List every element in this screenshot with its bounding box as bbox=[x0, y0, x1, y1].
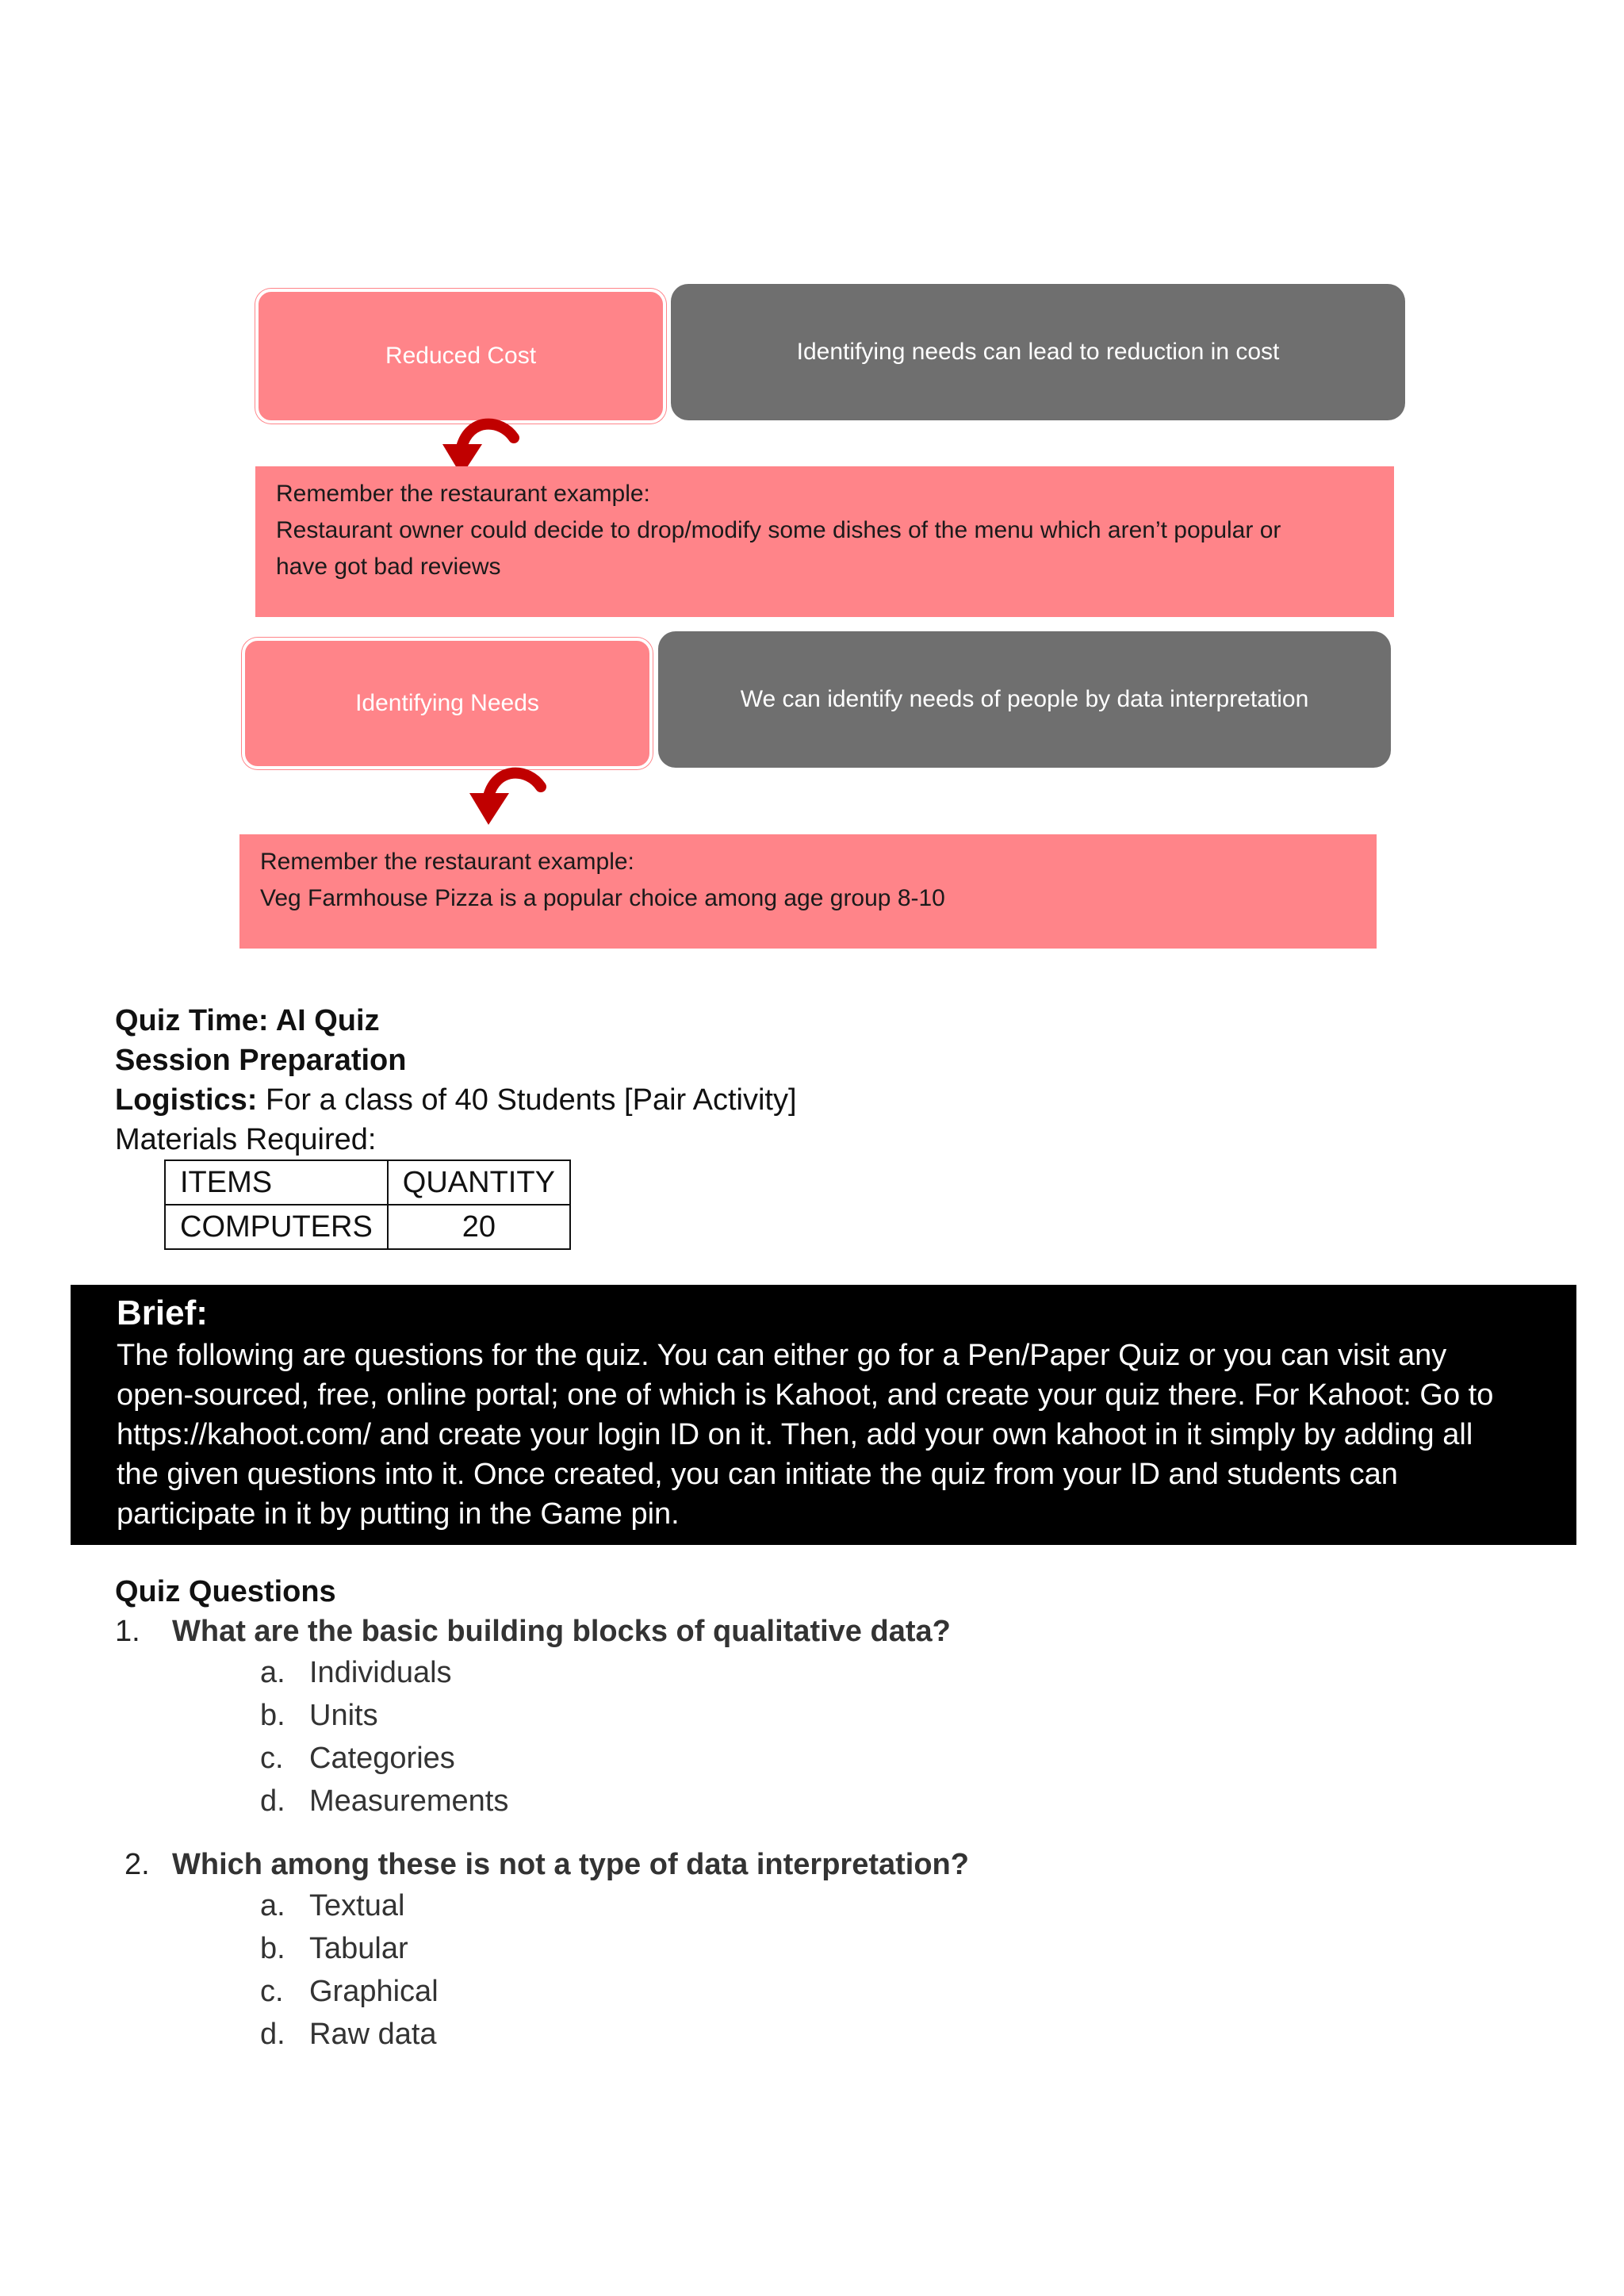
brief-section bbox=[71, 1285, 1576, 1545]
brief-line-5: participate in it by putting in the Game pin. bbox=[117, 1497, 680, 1531]
option-text: Raw data bbox=[309, 2018, 437, 2051]
list-item bbox=[260, 1694, 508, 1737]
quiz-questions-heading: Quiz Questions bbox=[115, 1575, 336, 1608]
data-interpretation-label: We can identify needs of people by data interpretation bbox=[740, 686, 1309, 712]
question-1-options bbox=[260, 1651, 508, 1823]
question-2-text: Which among these is not a type of data interpretation? bbox=[172, 1848, 969, 1881]
question-2-options bbox=[260, 1884, 439, 2056]
brief-line-3: https://kahoot.com/ and create your login ID on it. Then, add your own kahoot in it simply by adding all bbox=[117, 1418, 1473, 1451]
data-interpretation-box bbox=[658, 631, 1391, 768]
materials-table bbox=[164, 1159, 571, 1250]
table-cell-item: COMPUTERS bbox=[165, 1205, 388, 1249]
curved-arrow-icon bbox=[462, 765, 549, 828]
option-letter: b. bbox=[260, 1932, 285, 1965]
table-header-items: ITEMS bbox=[165, 1160, 388, 1205]
reduction-in-cost-box bbox=[671, 284, 1405, 420]
option-text: Individuals bbox=[309, 1656, 452, 1689]
list-item bbox=[260, 1970, 439, 2013]
brief-line-4: the given questions into it. Once created, you can initiate the quiz from your ID and students can bbox=[117, 1458, 1398, 1491]
question-1 bbox=[115, 1612, 951, 1651]
option-letter: d. bbox=[260, 2018, 285, 2051]
list-item bbox=[260, 1651, 508, 1694]
logistics-label: Logistics: bbox=[115, 1083, 258, 1117]
reduced-cost-label: Reduced Cost bbox=[385, 343, 537, 369]
table-cell-quantity: 20 bbox=[388, 1205, 570, 1249]
option-letter: b. bbox=[260, 1699, 285, 1732]
option-letter: c. bbox=[260, 1742, 284, 1775]
note-2-line-1: Remember the restaurant example: bbox=[260, 849, 634, 875]
identifying-needs-box bbox=[242, 638, 653, 769]
option-text: Textual bbox=[309, 1889, 405, 1922]
table-header-quantity: QUANTITY bbox=[388, 1160, 570, 1205]
list-item bbox=[260, 1884, 439, 1927]
option-text: Tabular bbox=[309, 1932, 408, 1965]
list-item bbox=[260, 2013, 439, 2056]
reduction-in-cost-label: Identifying needs can lead to reduction in cost bbox=[796, 339, 1280, 365]
option-text: Measurements bbox=[309, 1784, 509, 1818]
reduced-cost-box bbox=[255, 289, 666, 424]
option-letter: c. bbox=[260, 1975, 284, 2008]
list-item bbox=[260, 1737, 508, 1780]
logistics-line bbox=[115, 1080, 797, 1120]
restaurant-example-note-1 bbox=[255, 466, 1394, 617]
materials-required-label: Materials Required: bbox=[115, 1123, 377, 1156]
question-1-text: What are the basic building blocks of qualitative data? bbox=[172, 1615, 951, 1648]
question-1-number: 1. bbox=[115, 1615, 140, 1648]
list-item bbox=[260, 1927, 439, 1970]
option-letter: a. bbox=[260, 1889, 285, 1922]
quiz-title: Quiz Time: AI Quiz bbox=[115, 1004, 380, 1037]
brief-line-2: open-sourced, free, online portal; one of which is Kahoot, and create your quiz there. For Kahoot: Go to bbox=[117, 1378, 1494, 1412]
note-2-line-2: Veg Farmhouse Pizza is a popular choice among age group 8-10 bbox=[260, 885, 945, 911]
option-text: Units bbox=[309, 1699, 378, 1732]
question-2 bbox=[124, 1845, 969, 1884]
restaurant-example-note-2 bbox=[239, 834, 1377, 949]
brief-title: Brief: bbox=[117, 1294, 208, 1332]
option-letter: d. bbox=[260, 1784, 285, 1818]
identifying-needs-label: Identifying Needs bbox=[355, 690, 539, 716]
option-text: Graphical bbox=[309, 1975, 439, 2008]
option-text: Categories bbox=[309, 1742, 455, 1775]
session-preparation-heading: Session Preparation bbox=[115, 1044, 407, 1077]
table-row bbox=[165, 1205, 570, 1249]
brief-line-1: The following are questions for the quiz. You can either go for a Pen/Paper Quiz or you can visit any bbox=[117, 1339, 1447, 1372]
list-item bbox=[260, 1780, 508, 1823]
note-1-line-3: have got bad reviews bbox=[276, 554, 501, 580]
note-1-line-2: Restaurant owner could decide to drop/modify some dishes of the menu which aren’t popular or bbox=[276, 517, 1281, 543]
option-letter: a. bbox=[260, 1656, 285, 1689]
question-2-number: 2. bbox=[124, 1848, 150, 1881]
logistics-value: For a class of 40 Students [Pair Activity] bbox=[257, 1083, 797, 1117]
table-header-row bbox=[165, 1160, 570, 1205]
note-1-line-1: Remember the restaurant example: bbox=[276, 481, 650, 507]
